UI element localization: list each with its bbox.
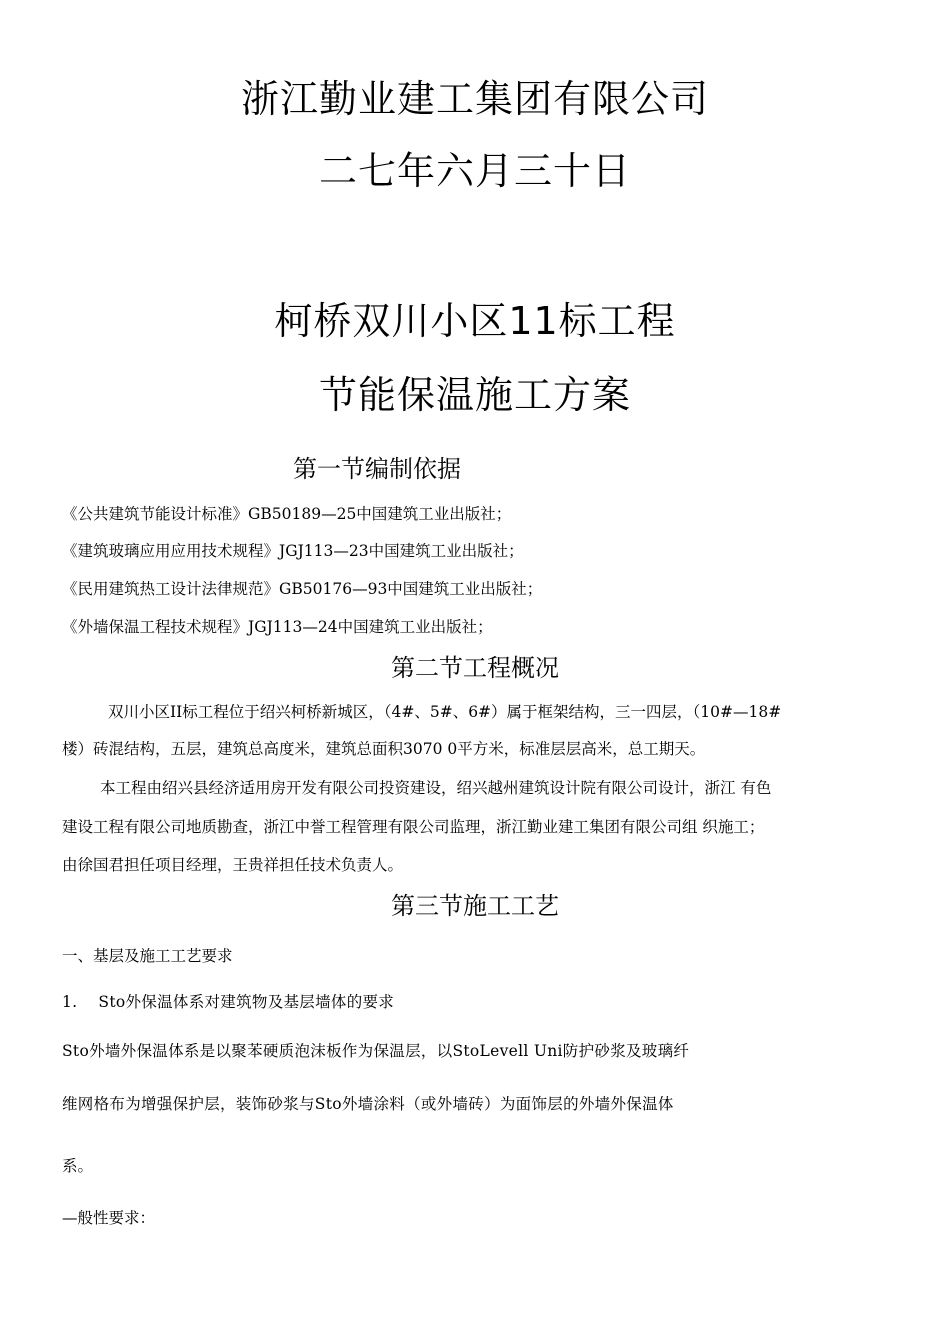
overview-paragraph-line: 建设工程有限公司地质勘查，浙江中誉工程管理有限公司监理，浙江勤业建工集团有限公司组 织施工； <box>62 818 765 836</box>
overview-paragraph-line: 由徐国君担任项目经理，王贵祥担任技术负责人。 <box>62 856 404 874</box>
section2-title: 第二节工程概况 <box>391 654 559 682</box>
project-title: 柯桥双川小区11标工程 <box>274 299 676 343</box>
section1-title: 第一节编制依据 <box>293 455 461 483</box>
subsection-heading: —般性要求： <box>62 1209 156 1227</box>
reference-item: 《外墙保温工程技术规程》JGJ113—24中国建筑工业出版社； <box>62 618 493 636</box>
reference-item: 《建筑玻璃应用应用技术规程》JGJ113—23中国建筑工业出版社； <box>62 542 524 560</box>
section3-title: 第三节施工工艺 <box>391 892 559 920</box>
plan-title: 节能保温施工方案 <box>318 373 631 417</box>
body-paragraph-line: 系。 <box>62 1157 94 1175</box>
overview-paragraph-line: 双川小区II标工程位于绍兴柯桥新城区，（4#、5#、6#）属于框架结构，三一四层，（10#—18# <box>108 703 782 721</box>
body-paragraph-line: Sto外墙外保温体系是以聚苯硬质泡沫板作为保温层，以StoLevell Uni防护砂浆及玻璃纤 <box>62 1042 690 1060</box>
reference-item: 《公共建筑节能设计标准》GB50189—25中国建筑工业出版社； <box>62 505 512 523</box>
reference-item: 《民用建筑热工设计法律规范》GB50176—93中国建筑工业出版社； <box>62 580 543 598</box>
company-name: 浙江勤业建工集团有限公司 <box>240 77 709 121</box>
cover-date: 二七年六月三十日 <box>318 149 631 193</box>
overview-paragraph-line: 楼）砖混结构，五层，建筑总高度米，建筑总面积3070 0平方米，标准层层高米，总工期天。 <box>62 740 706 758</box>
numbered-item: 1. Sto外保温体系对建筑物及基层墙体的要求 <box>62 993 395 1011</box>
body-paragraph-line: 维网格布为增强保护层，装饰砂浆与Sto外墙涂料（或外墙砖）为面饰层的外墙外保温体 <box>62 1095 674 1113</box>
overview-paragraph-line: 本工程由绍兴县经济适用房开发有限公司投资建设，绍兴越州建筑设计院有限公司设计，浙江 有色 <box>100 779 772 797</box>
subsection-heading: 一、基层及施工工艺要求 <box>62 947 233 965</box>
